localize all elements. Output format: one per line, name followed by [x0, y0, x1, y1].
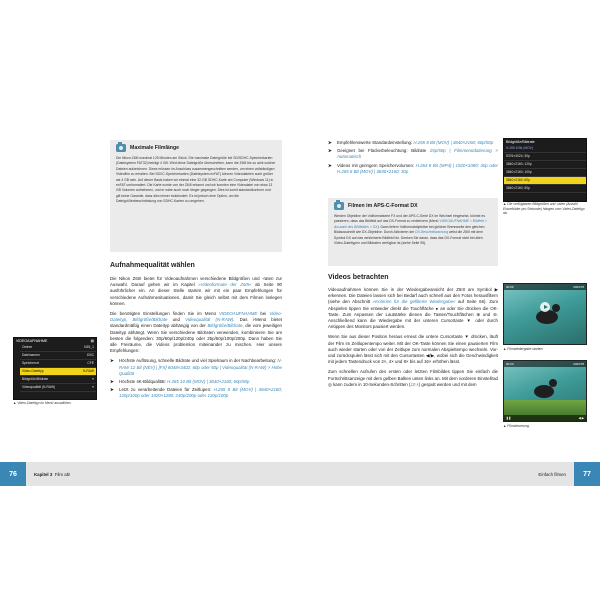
list-item: ➤ Empfehlenswerte Standardeinstellung: H.265 8 Bit (MOV) | 3840×2160; 60p/50p	[328, 140, 494, 145]
link-video-formats[interactable]: »Videoformate der Z6III«	[198, 282, 252, 288]
pause-icon[interactable]: ❚❚	[506, 416, 512, 420]
arrow-icon: ➤	[328, 148, 332, 154]
right-body-text	[328, 287, 498, 392]
paragraph-slowmotion: Wenn Sie aus dieser Position heraus erneut die untere Cursortaste ▼ drücken, läuft der Film im Zeitlupentempo weiter. Mit der OK-Taste können Sie einen pausierten Film auch wieder starten oder von der Zeitlupe zum normalen Abspieltempo wechseln. Vor- und zurückspulen lässt sich mit den Cursortasten ◀/▶, wobei sich die Geschwindigkeit mit jedem Tastendruck von 2×, 4× und 8× bis auf 16× erhöhen lässt.	[328, 334, 498, 365]
infobox-text: Werden Objektive der Vollformatserie FX und der APS-C-Serie DX im Wechsel eingesetzt, könnte es passieren, dass das Bildfeld auf das DX-Format zu verkleinern (Menü VIDEOAUFNAHME > Bildfeld > Auswahl des Bildfeldes > DX). Dann liefern Vollformatobjektive bei gleicher Brennweite den gleichen Bildausschnitt wie DX-Objektive. Durch Aktivieren der DX-Beschnittwarnung weist die Z6III mit dem Symbol DX auf das verkleinerte Bildfeld hin. Denken Sie daran, dass das DX-Format nicht bei allen Video-Dateitypen und Bildraten verfügbar ist (siehe Seite 95).	[334, 214, 487, 246]
arrow-icon: ➤	[110, 358, 114, 364]
footer-section: Einfach filmen	[538, 471, 566, 477]
list-item: ➤ Geeignet bei Flackerbeleuchtung: Bildrate 25p/50p | Filmmenüdatierung > Automatisch	[328, 148, 498, 160]
list-item: ➤ Letzt zu verarbeitende Dateien für Zeitlupen: H.265 8 Bit (MOV) | 3840×2160; 120p/100p oder 1920×1280; 240p/200p oder 120p/100p	[110, 387, 282, 399]
paragraph-settings: Die benötigten Einstellungen finden Sie im Menü VIDEOAUFNAHME bei Video-Dateityp, Bildgröße/Bildrate und Videoqualität (N-RAW). Das i-Menü bietet standardmäßig einen Dateityp abhängig von der Bildgröße/Bildrate, die vom jeweiligen Dateityp abhängt. Wenn Sie verschiedene Bildraten verwenden, kombinieren Sie am besten die folgenden: 30p/60p/120p/240p oder 25p/50p/100p/200p. Dann haben Sie alle Freiräume, die Videos problemlos miteinander zu mischen. Hier unsere Empfehlungen:	[110, 311, 282, 354]
page-number-right: 77	[574, 462, 600, 486]
bird-head	[549, 379, 557, 387]
infobox-title: Maximale Filmlänge	[130, 145, 180, 151]
paragraph-intro: Die Nikon Z6III bietet für Videoaufnahmen verschiedene Bildgrößen und -raten zur Auswahl. Darauf gehen wir im Kapitel »Videoformate der Z6III« ab Seite 90 ausführlicher ein. An dieser Stelle starten wir mit ein paar Empfehlungen für verschiedene Aufnahmesituationen, damit Sie gleich selbst mit dem Filmen loslegen können.	[110, 276, 282, 306]
camera-icon	[116, 144, 126, 152]
list-item: ➤ Höchste Auflösung, schnelle Bildrate und viel Spielraum in der Nachbearbeitung: N-RAW 12 Bit (NEV) | [FX] 6048×3402; 60p oder 50p | Videoqualität (N-RAW) > Hohe Qualität	[110, 358, 282, 376]
playback-photo-start	[503, 283, 587, 345]
menu-row-selected[interactable]: 3840×2160; 60p	[504, 177, 586, 185]
right-top-list	[328, 140, 498, 177]
down-arrow-icon: ▼	[466, 318, 473, 324]
screen-title-bar: VIDEOAUFNAHME ▤	[16, 339, 94, 343]
bird-shape	[534, 385, 554, 398]
menu-row[interactable]: Bildgröße/Bildrate ≡	[20, 376, 96, 384]
menu-row-selected[interactable]: Video-Dateityp N-RAW	[20, 368, 96, 376]
footer-left	[0, 462, 300, 486]
arrow-icon: ➤	[328, 162, 332, 168]
menu-row[interactable]: Dateinamen DSC	[20, 352, 96, 360]
caption-framerate-screen: ▲ Die verfügbaren Bildgrößen und -raten (Anzahl Einzelbilder pro Sekunde) hängen vom Video-Dateityp ab.	[503, 202, 585, 216]
infobox-header	[116, 144, 276, 152]
menu-row[interactable]: 3840×2160; 50p	[504, 185, 586, 193]
bird-head	[552, 304, 560, 312]
menu-ref-videoaufnahme: VIDEOAUFNAHME	[219, 311, 258, 317]
footer-right	[300, 462, 600, 486]
menu-row[interactable]: Ordner NZ6_1	[20, 344, 96, 352]
caption-photo-control: ▲ Filmsteuerung.	[503, 424, 530, 428]
infobox-text: Die Nikon Z6III maximal 125 Minuten am Stück. Die maximale Dateigröße bei SD/SDHC-Speicherkarten (Dateisystem FAT32) beträgt 4 GB. Wird diese Dateigröße überschritten, kann die Z6III bis zu acht solcher Dateien aufzeichnen. Diese müssen im Anschluss zusammengeschnitten werden, um einen vollständigen Videofilm zu erhalten. Bei SDXC-Speicherkarten (Dateisystem exFAT) können Videodateien auch größer als 4 GB sein. Auf dieser Basis haben wir einmal eine 32-GB SDHC-Karte am Computer (Windows 11) in exFAT umformatiert. Die Karte wurde von der Z6III erkannt und wir konnten eine Videodatei von etwa 13 GB Volumen aufnehmen, und er wäre auch noch länger gegangen. Dies ist somit standardkonform und gilt keine Garantie, dass dies immer funktioniert. Es ist jedoch eine Option, um die Dateigrößenbeschränkung von SDHC-Karten zu umgehen.	[116, 156, 276, 204]
screen-title-bar: Bildgröße/Bildrate	[506, 140, 535, 144]
infobox-header	[334, 202, 492, 210]
link-filter-criteria[interactable]: »Kriterien für die gefilterte Wiedergabe«	[372, 299, 456, 305]
paragraph-navigation: Zum schnellen Aufrufen des ersten oder letzten Filmbildes tippen Sie einfach die Fortschrittsanzeige mit dem gelben Balken unten links an. Mit dem vorderen Einstellrad ◎ kann zudem in 10-Sekunden-Schritten (10 s) gespult werden und mit dem	[328, 369, 498, 387]
arrow-icon: ➤	[110, 379, 114, 385]
menu-ref-bildgroesse: Bildgröße/Bildrate	[207, 323, 243, 329]
play-button[interactable]	[540, 302, 550, 312]
playback-top-bar: 00:23 100/278	[506, 362, 584, 366]
menu-icon: ▤	[90, 339, 94, 343]
section-heading-playback: Videos betrachten	[328, 274, 389, 281]
page-number-left: 76	[0, 462, 26, 486]
caption-menu-screen: ▲ Video-Dateityp im Menü auswählen.	[13, 401, 72, 405]
recommendation-list-cont	[328, 140, 498, 175]
camera-framerate-screen	[503, 138, 587, 202]
dial-icon: ◎	[328, 381, 332, 387]
menu-list	[14, 344, 96, 392]
recommendation-list	[110, 358, 282, 399]
caption-photo-start: ▲ Filmwiedergabe starten.	[503, 347, 544, 351]
volume-down-icon: ⊖	[493, 311, 497, 317]
menu-row[interactable]: 3840×2160; 100p	[504, 169, 586, 177]
section-heading-quality: Aufnahmequalität wählen	[110, 262, 195, 269]
menu-ref-videoqualitaet: Videoqualität (N-RAW)	[185, 317, 234, 323]
infobox-max-film-length	[110, 140, 282, 252]
playback-controls-bar[interactable]	[504, 415, 586, 421]
menu-row[interactable]: 3840×2160; 120p	[504, 161, 586, 169]
skip-icon[interactable]: ◀ ▶	[578, 416, 584, 420]
video-icon: ▶	[494, 287, 498, 292]
menu-row[interactable]: Speicherort CFE	[20, 360, 96, 368]
list-item: ➤ Höchste 4K-Bildqualität: H.265 10 Bit (MOV) | 3840×2160; 60p/50p	[110, 379, 250, 385]
menu-row[interactable]: 5376×3024; 30p	[504, 153, 586, 161]
screen-subtitle: H.265 8 Bit (MOV)	[504, 145, 586, 153]
play-icon: ●	[435, 305, 439, 311]
bird-shape	[536, 310, 558, 324]
arrow-icon: ➤	[328, 140, 332, 145]
volume-up-icon: ⊕	[476, 311, 481, 317]
paragraph-playback: Videoaufnahmen können Sie in der Wiedergabeansicht der Z6III am Symbol ▶ erkennen. Die Dateien lassen sich bei Bedarf auch schnell aus den Fotos herausfiltern (siehe den Abschnitt »Kriterien für die gefilterte Wiedergabe« auf Seite 66). Zum Abspielen tippen Sie entweder direkt die Touchfläche ● an oder Sie drücken die OK-Taste. Zum Anpassen der Lautstärke dienen die Tasten/Touchflächen ⊕ und ⊖. Anschließend kann die Wiedergabe mit der unteren Cursortaste ▼ oder durch Antippen des Monitors pausiert werden.	[328, 287, 498, 330]
menu-row[interactable]: Videoqualität (N-RAW) ≡	[20, 384, 96, 392]
list-item: ➤ Videos mit geringem Speichervolumen: H.264 8 Bit (MP4) | 1920×1080; 30p oder H.265 8 Bit (MOV) | 3840×2160; 30p	[328, 162, 498, 174]
camera-icon	[334, 202, 344, 210]
playback-top-bar: 00:09 100/278	[506, 285, 584, 289]
footer-chapter: Kapitel 3 Film ab!	[34, 471, 71, 477]
arrow-icon: ➤	[110, 387, 114, 393]
camera-menu-screen	[13, 337, 97, 400]
left-body-text	[110, 276, 282, 402]
infobox-title: Filmen im APS-C-Format DX	[348, 203, 418, 209]
menu-ref-dateityp: Video-Dateityp, Bildgröße/Bildrate	[110, 311, 282, 323]
infobox-aps-c	[328, 198, 498, 266]
playback-photo-control	[503, 360, 587, 422]
right-page	[300, 0, 600, 600]
